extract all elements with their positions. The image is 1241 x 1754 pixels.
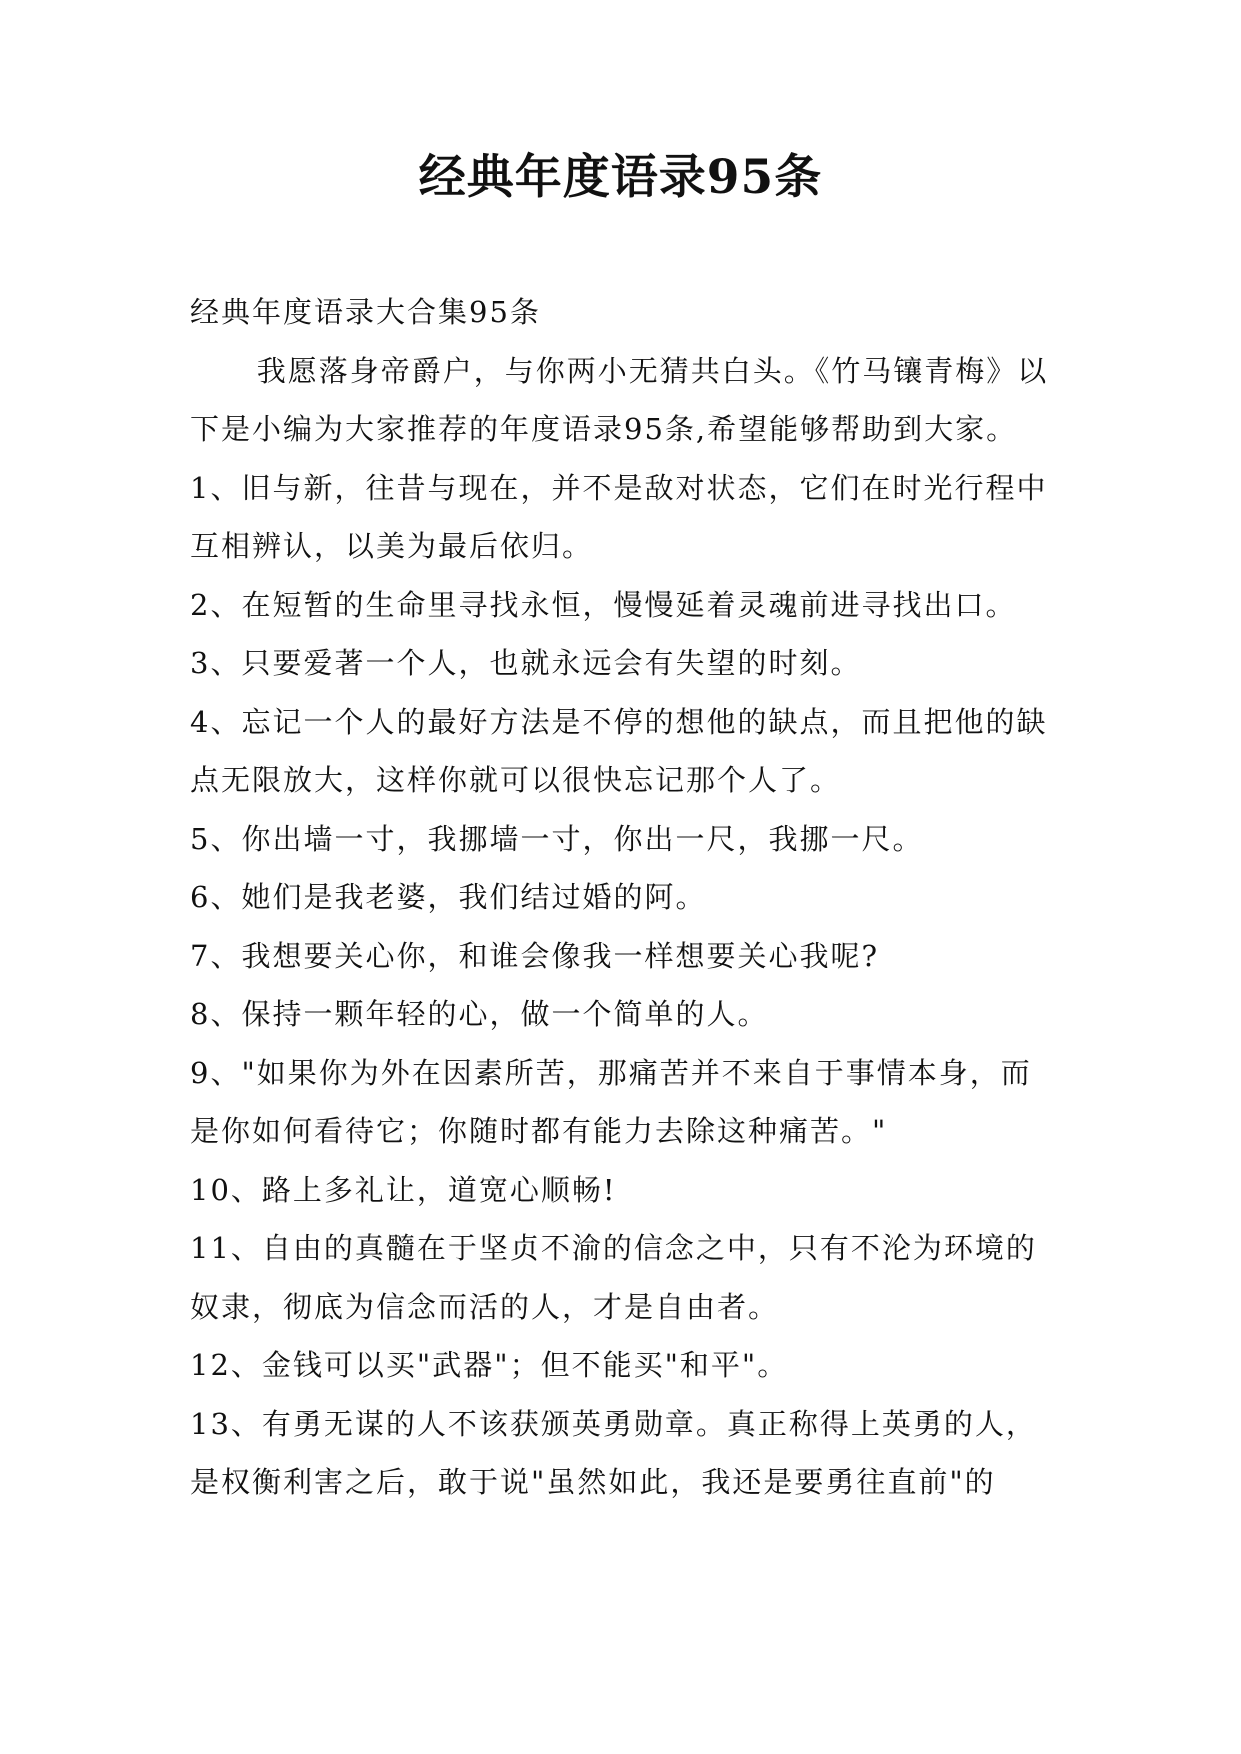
quote-item-10: 10、路上多礼让，道宽心顺畅! bbox=[190, 1172, 617, 1207]
quote-item-6: 6、她们是我老婆，我们结过婚的阿。 bbox=[190, 880, 707, 914]
quote-item-5: 5、你出墙一寸，我挪墙一寸，你出一尺，我挪一尺。 bbox=[190, 821, 924, 856]
quote-item-9: 9、"如果你为外在因素所苦，那痛苦并不来自于事情本身，而是你如何看待它；你随时都有能力去除这种痛苦。" bbox=[190, 1055, 1032, 1148]
quote-item-8: 8、保持一颗年轻的心，做一个简单的人。 bbox=[190, 997, 769, 1031]
document-subtitle: 经典年度语录大合集95条 bbox=[190, 295, 541, 329]
intro-paragraph: 我愿落身帝爵户，与你两小无猜共白头。《竹马镶青梅》以下是小编为大家推荐的年度语录95条,希望能够帮助到大家。 bbox=[190, 353, 1049, 446]
quote-item-3: 3、只要爱著一个人，也就永远会有失望的时刻。 bbox=[190, 646, 862, 680]
quote-item-2: 2、在短暂的生命里寻找永恒，慢慢延着灵魂前进寻找出口。 bbox=[190, 587, 1017, 622]
quote-item-11: 11、自由的真髓在于坚贞不渝的信念之中，只有不沦为环境的奴隶，彻底为信念而活的人，才是自由者。 bbox=[190, 1231, 1037, 1324]
quote-item-1: 1、旧与新，往昔与现在，并不是敌对状态，它们在时光行程中互相辨认，以美为最后依归。 bbox=[190, 470, 1048, 563]
quote-item-12: 12、金钱可以买"武器"；但不能买"和平"。 bbox=[190, 1348, 789, 1382]
quote-item-7: 7、我想要关心你，和谁会像我一样想要关心我呢? bbox=[190, 938, 879, 973]
quote-item-4: 4、忘记一个人的最好方法是不停的想他的缺点，而且把他的缺点无限放大，这样你就可以很快忘记那个人了。 bbox=[190, 704, 1048, 797]
document-body bbox=[190, 283, 1060, 1512]
document-title: 经典年度语录95条 bbox=[418, 150, 823, 205]
quote-item-13: 13、有勇无谋的人不该获颁英勇勋章。真正称得上英勇的人，是权衡利害之后，敢于说"虽然如此，我还是要勇往直前"的 bbox=[190, 1406, 1037, 1499]
